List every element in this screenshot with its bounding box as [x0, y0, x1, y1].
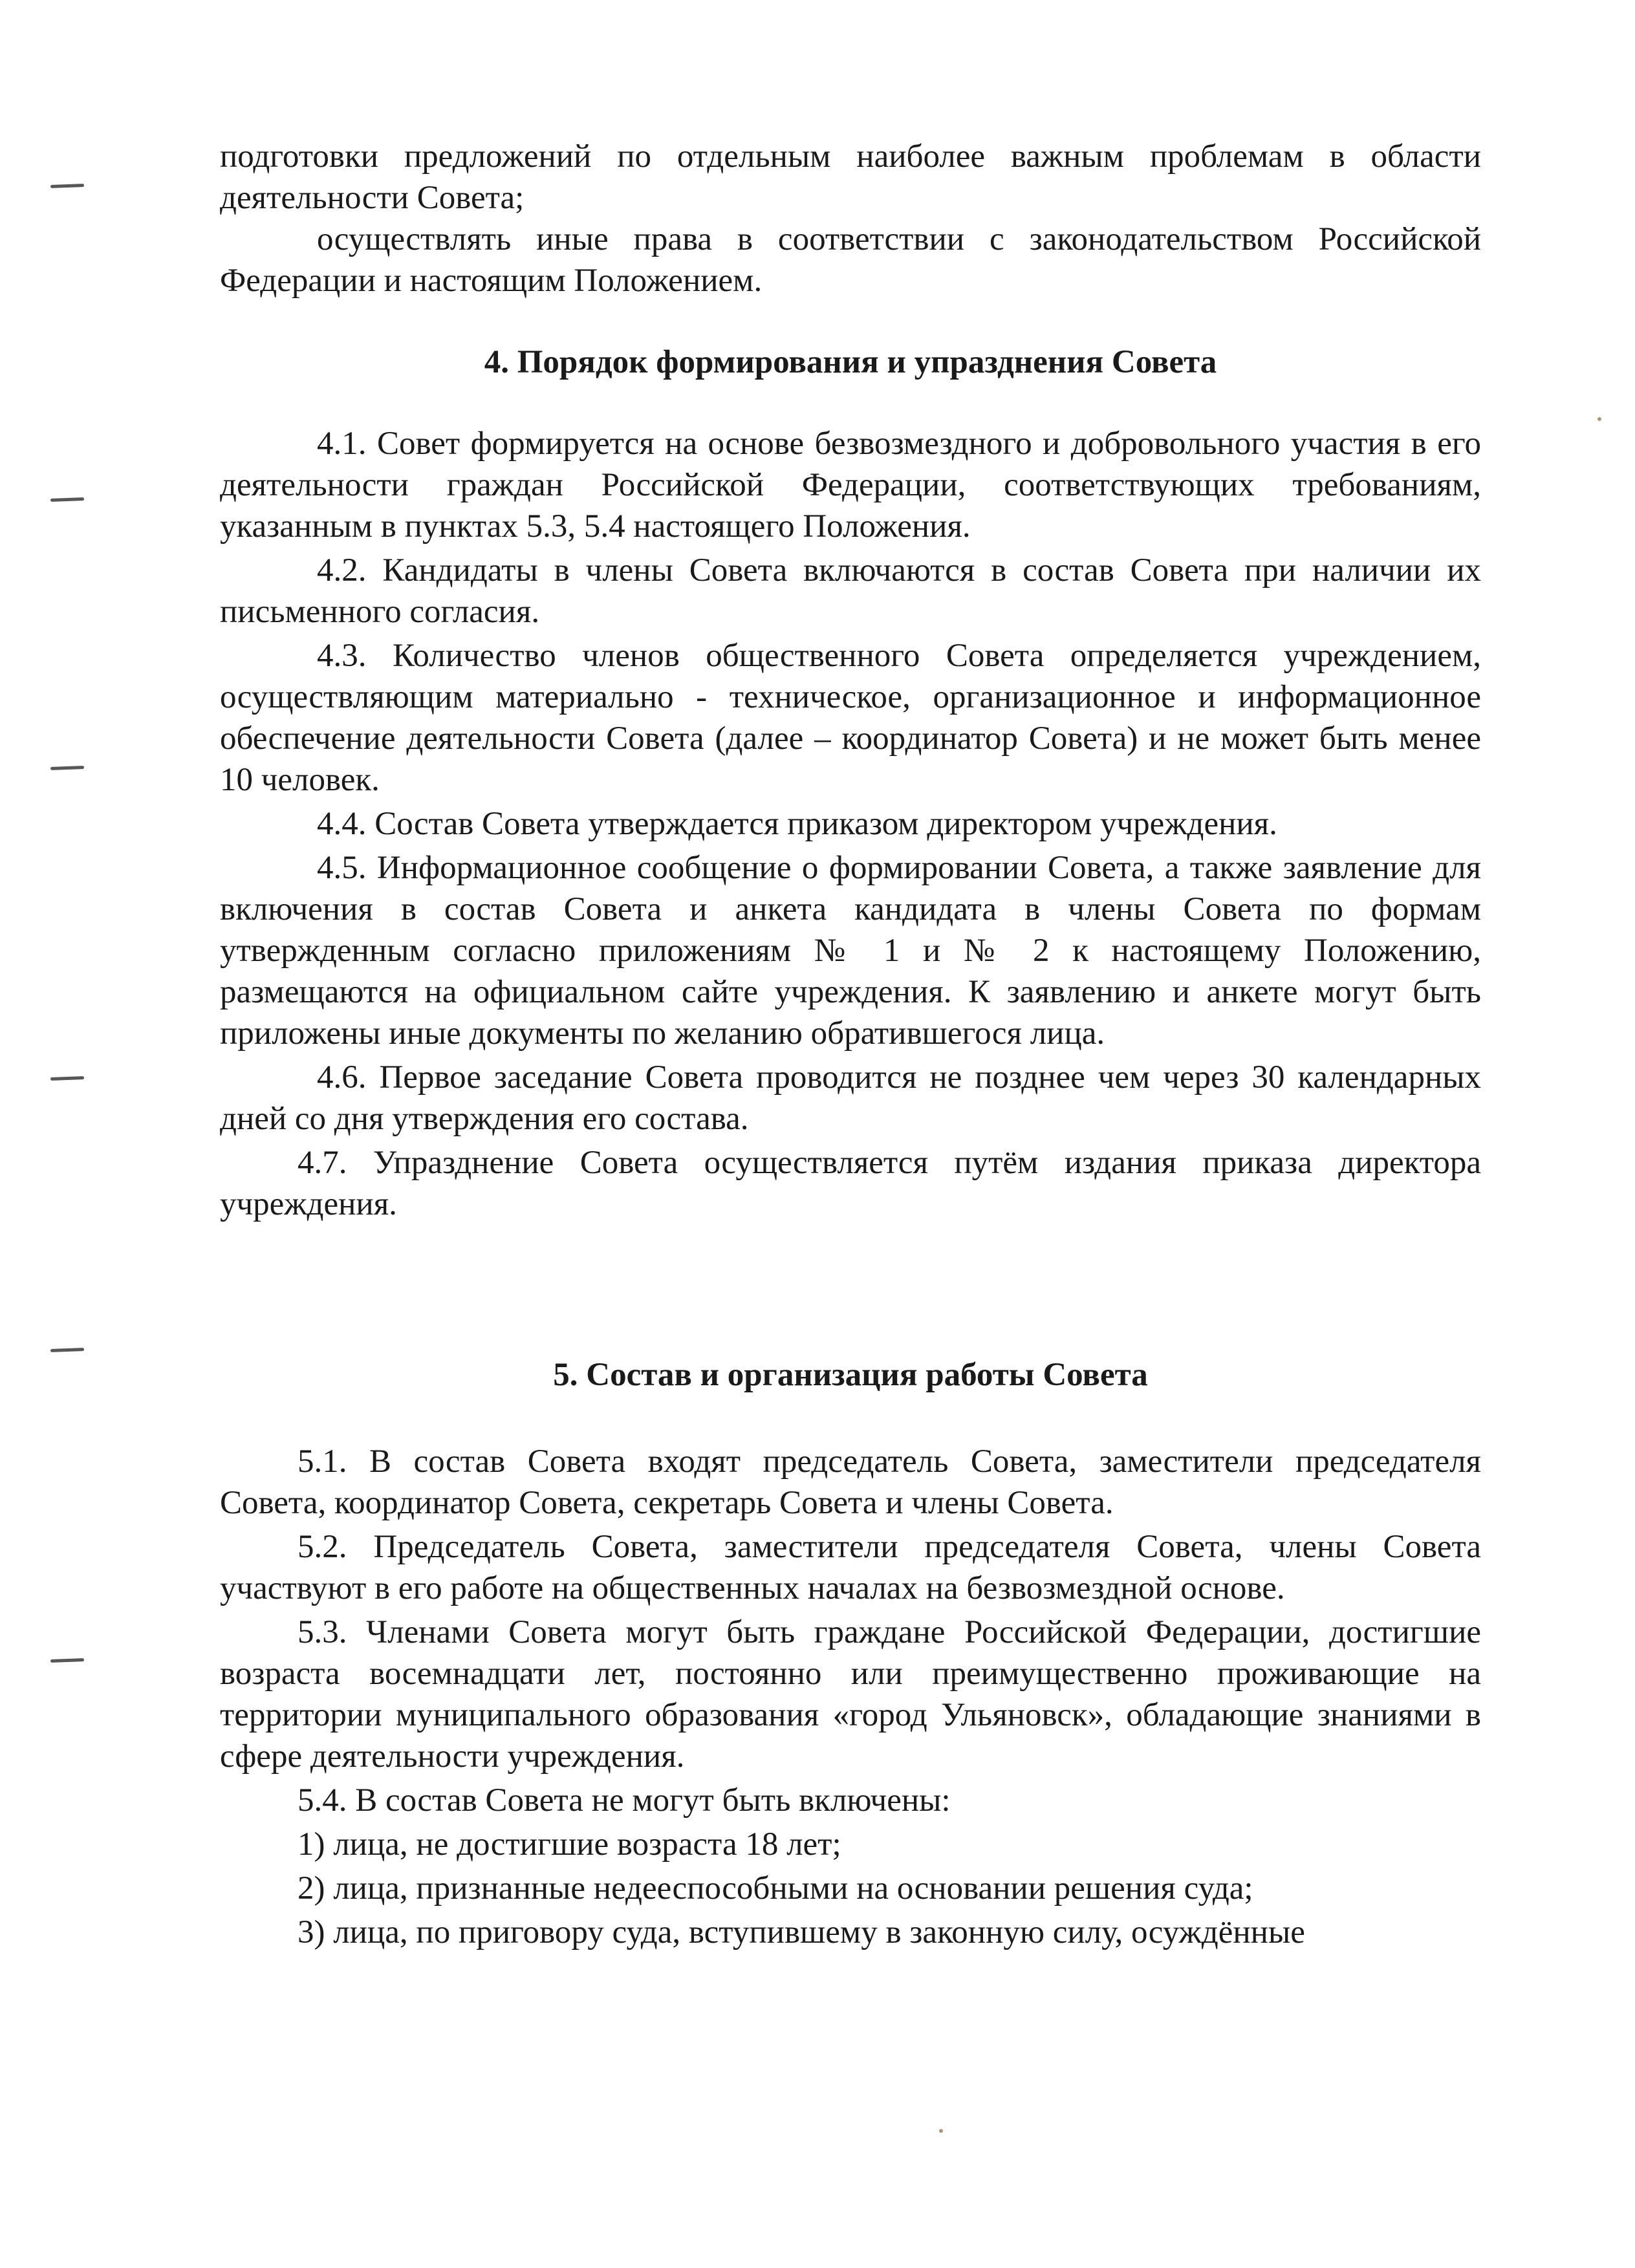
intro-paragraph: осуществлять иные права в соответствии с законодательством Российской Федерации и настоящим Положением. — [220, 221, 1481, 299]
clause-5-3: 5.3. Членами Совета могут быть граждане Российской Федерации, достигшие возраста восемнадцати лет, постоянно или преимущественно проживающие на территории муниципального образования «город Ульяновск», обладающие знаниями в сфере деятельности учреждения. — [220, 1614, 1481, 1775]
clause-5-1: 5.1. В состав Совета входят председатель Совета, заместители председателя Совета, координатор Совета, секретарь Совета и члены Совета. — [220, 1443, 1481, 1521]
document-body — [220, 136, 1481, 1953]
clause-4-3: 4.3. Количество членов общественного Совета определяется учреждением, осуществляющим материально - техническое, организационное и информационное обеспечение деятельности Совета (далее – координатор Совета) и не может быть менее 10 человек. — [220, 638, 1481, 798]
clause-5-2: 5.2. Председатель Совета, заместители председателя Совета, члены Совета участвуют в его работе на общественных началах на безвозмездной основе. — [220, 1529, 1481, 1606]
punch-mark — [50, 1658, 84, 1663]
clause-4-1: 4.1. Совет формируется на основе безвозмездного и добровольного участия в его деятельности граждан Российской Федерации, соответствующих требованиям, указанным в пунктах 5.3, 5.4 настоящего Положения. — [220, 426, 1481, 545]
clause-4-4: 4.4. Состав Совета утверждается приказом директором учреждения. — [317, 806, 1277, 842]
clause-4-2: 4.2. Кандидаты в члены Совета включаются в состав Совета при наличии их письменного согласия. — [220, 552, 1481, 630]
section-5-title: 5. Состав и организация работы Совета — [553, 1357, 1148, 1393]
section-4-title: 4. Порядок формирования и упразднения Совета — [484, 344, 1217, 380]
punch-mark — [50, 1076, 84, 1081]
list-item: 2) лица, признанные недееспособными на основании решения суда; — [298, 1870, 1253, 1906]
punch-mark — [50, 766, 84, 770]
punch-mark — [50, 497, 84, 502]
list-item: 1) лица, не достигшие возраста 18 лет; — [298, 1826, 841, 1863]
punch-mark — [50, 184, 84, 188]
intro-paragraph: подготовки предложений по отдельным наиболее важным проблемам в области деятельности Совета; — [220, 138, 1481, 216]
clause-5-4: 5.4. В состав Совета не могут быть включены: — [298, 1782, 951, 1819]
list-item: 3) лица, по приговору суда, вступившему в законную силу, осуждённые — [298, 1914, 1305, 1950]
scan-speck — [1597, 417, 1601, 421]
punch-mark — [50, 1348, 84, 1352]
clause-4-6: 4.6. Первое заседание Совета проводится не позднее чем через 30 календарных дней со дня утверждения его состава. — [220, 1059, 1481, 1137]
scan-speck — [939, 2129, 943, 2133]
clause-4-7: 4.7. Упразднение Совета осуществляется путём издания приказа директора учреждения. — [220, 1145, 1481, 1222]
clause-4-5: 4.5. Информационное сообщение о формировании Совета, а также заявление для включения в состав Совета и анкета кандидата в члены Совета по формам утвержденным согласно приложениям № 1 и № 2 к настоящему Положению, размещаются на официальном сайте учреждения. К заявлению и анкете могут быть приложены иные документы по желанию обратившегося лица. — [220, 850, 1481, 1052]
